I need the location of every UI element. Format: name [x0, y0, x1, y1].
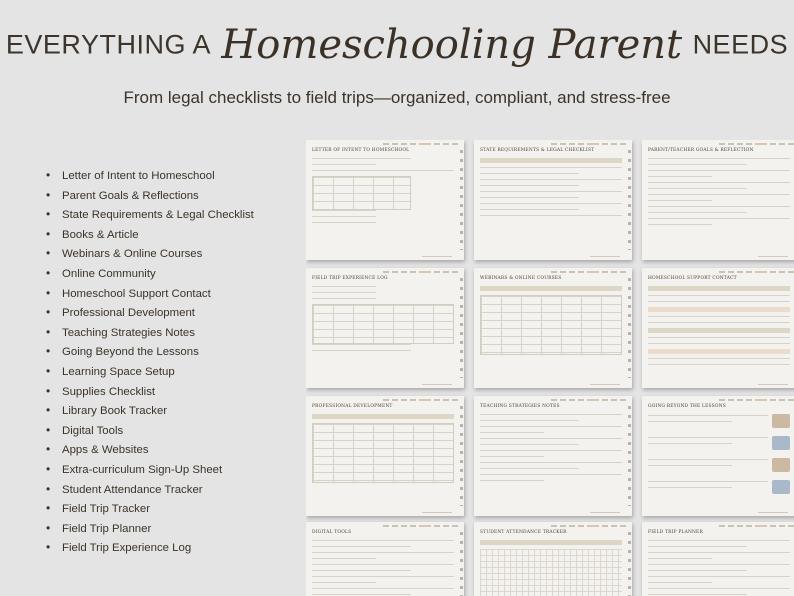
feature-item: • Library Book Tracker	[46, 401, 254, 421]
photo-thumbnail	[772, 414, 790, 428]
ruled-line	[312, 558, 376, 559]
page-preview-title: WEBINARS & ONLINE COURSES	[480, 276, 562, 281]
ruled-line	[312, 286, 376, 287]
ruled-line	[648, 301, 790, 302]
feature-item: • Webinars & Online Courses	[46, 244, 254, 264]
page-footer	[590, 512, 620, 513]
ruled-line	[312, 170, 454, 171]
headline-prefix: EVERYTHING A	[5, 29, 211, 60]
planner-page-preview	[306, 522, 464, 596]
page-tabs	[383, 525, 458, 527]
preview-grid	[306, 140, 794, 596]
ruled-line	[480, 438, 622, 439]
feature-item: • Parent Goals & Reflections	[46, 186, 254, 206]
ruled-line	[648, 588, 790, 589]
ruled-line	[648, 316, 790, 317]
planner-page-preview	[306, 140, 464, 260]
ruled-line	[480, 426, 622, 427]
planner-page-preview	[474, 140, 632, 260]
month-sidebar	[460, 278, 463, 378]
planner-page-preview	[642, 140, 794, 260]
ruled-line	[312, 540, 454, 541]
photo-thumbnail	[772, 480, 790, 494]
ruled-line	[648, 164, 747, 165]
ruled-line	[648, 224, 712, 225]
ruled-line	[648, 552, 790, 553]
ruled-line	[312, 570, 411, 571]
feature-list	[46, 166, 254, 558]
ruled-line	[648, 459, 768, 460]
mini-table	[312, 304, 454, 344]
ruled-line	[480, 480, 544, 481]
feature-item: • Homeschool Support Contact	[46, 284, 254, 304]
planner-page-preview	[642, 268, 794, 388]
page-preview-body	[648, 540, 790, 596]
page-preview-title: LETTER OF INTENT TO HOMESCHOOL	[312, 148, 410, 153]
page-preview-body	[480, 286, 622, 380]
page-preview-title: PARENT/TEACHER GOALS & REFLECTION	[648, 148, 754, 153]
feature-item: • Field Trip Tracker	[46, 499, 254, 519]
ruled-line	[480, 462, 622, 463]
page-preview-body	[480, 414, 622, 508]
header-band	[648, 307, 790, 312]
feature-item: • Extra-curriculum Sign-Up Sheet	[46, 460, 254, 480]
page-preview-body	[648, 158, 790, 252]
ruled-line	[648, 176, 712, 177]
ruled-line	[648, 576, 790, 577]
page-tabs	[551, 271, 626, 273]
thumb-row	[648, 480, 790, 494]
header-band	[648, 286, 790, 291]
ruled-line	[648, 170, 790, 171]
ruled-line	[312, 344, 411, 345]
ruled-line	[648, 415, 768, 416]
page-footer	[422, 384, 452, 385]
mini-table	[480, 295, 622, 355]
feature-item: • Letter of Intent to Homeschool	[46, 166, 254, 186]
thumb-row	[648, 436, 790, 450]
ruled-line	[648, 487, 732, 488]
ruled-line	[648, 218, 790, 219]
header-band	[480, 158, 622, 163]
ruled-line	[480, 185, 579, 186]
month-sidebar	[460, 150, 463, 250]
ruled-line	[648, 337, 790, 338]
ruled-line	[312, 158, 411, 159]
month-sidebar	[460, 406, 463, 506]
ruled-line	[312, 546, 411, 547]
planner-page-preview	[306, 396, 464, 516]
planner-page-preview	[306, 268, 464, 388]
ruled-line	[480, 474, 622, 475]
page-preview-title: TEACHING STRATEGIES NOTES	[480, 404, 560, 409]
month-sidebar	[460, 532, 463, 596]
ruled-line	[648, 212, 747, 213]
page-footer	[590, 384, 620, 385]
ruled-line	[648, 437, 768, 438]
planner-page-preview	[642, 522, 794, 596]
page-preview-title: HOMESCHOOL SUPPORT CONTACT	[648, 276, 737, 281]
feature-item: • Teaching Strategies Notes	[46, 323, 254, 343]
ruled-line	[648, 481, 768, 482]
feature-item: • Field Trip Planner	[46, 519, 254, 539]
mini-table	[312, 176, 411, 210]
ruled-line	[312, 222, 376, 223]
page-subtitle: From legal checklists to field trips—organized, compliant, and stress-free	[123, 88, 671, 107]
page-tabs	[551, 399, 626, 401]
feature-item: • Learning Space Setup	[46, 362, 254, 382]
page-tabs	[719, 525, 794, 527]
page-preview-title: GOING BEYOND THE LESSONS	[648, 404, 726, 409]
photo-thumbnail	[772, 436, 790, 450]
feature-item: • Supplies Checklist	[46, 382, 254, 402]
ruled-line	[648, 582, 712, 583]
page-tabs	[719, 399, 794, 401]
thumb-row	[648, 458, 790, 472]
ruled-line	[480, 420, 579, 421]
month-sidebar	[628, 406, 631, 506]
month-sidebar	[628, 532, 631, 596]
page-footer	[422, 256, 452, 257]
planner-page-preview	[474, 522, 632, 596]
ruled-line	[648, 343, 790, 344]
feature-item: • State Requirements & Legal Checklist	[46, 205, 254, 225]
page-footer	[758, 384, 788, 385]
header-band	[312, 414, 454, 419]
planner-page-preview	[474, 268, 632, 388]
ruled-line	[648, 188, 747, 189]
ruled-line	[312, 350, 411, 351]
attendance-grid	[480, 549, 622, 596]
page-tabs	[383, 399, 458, 401]
ruled-line	[480, 450, 622, 451]
ruled-line	[480, 215, 622, 216]
ruled-line	[648, 540, 790, 541]
page-preview-body	[312, 414, 454, 508]
page-preview-body	[312, 540, 454, 596]
headline-script: Homeschooling Parent	[221, 22, 683, 68]
ruled-line	[312, 216, 376, 217]
feature-item: • Field Trip Experience Log	[46, 538, 254, 558]
feature-item: • Going Beyond the Lessons	[46, 342, 254, 362]
ruled-line	[312, 564, 454, 565]
ruled-line	[480, 197, 579, 198]
month-sidebar	[628, 150, 631, 250]
ruled-line	[648, 443, 732, 444]
page-footer	[758, 512, 788, 513]
ruled-line	[312, 582, 376, 583]
header-band	[480, 286, 622, 291]
ruled-line	[480, 191, 622, 192]
ruled-line	[648, 295, 790, 296]
page-preview-body	[312, 286, 454, 380]
thumb-row	[648, 414, 790, 428]
ruled-line	[648, 158, 790, 159]
page-preview-body	[480, 540, 622, 596]
page-preview-body	[648, 286, 790, 380]
ruled-line	[480, 468, 579, 469]
mini-table	[312, 423, 454, 483]
ruled-line	[648, 546, 747, 547]
ruled-line	[480, 432, 544, 433]
ruled-line	[480, 173, 579, 174]
month-sidebar	[628, 278, 631, 378]
planner-page-preview	[642, 396, 794, 516]
ruled-line	[312, 576, 454, 577]
ruled-line	[648, 182, 790, 183]
ruled-line	[648, 421, 732, 422]
page-preview-title: FIELD TRIP EXPERIENCE LOG	[312, 276, 388, 281]
ruled-line	[480, 414, 622, 415]
ruled-line	[312, 210, 376, 211]
feature-item: • Apps & Websites	[46, 440, 254, 460]
ruled-line	[648, 465, 732, 466]
ruled-line	[312, 298, 376, 299]
ruled-line	[648, 594, 747, 595]
ruled-line	[312, 164, 376, 165]
ruled-line	[480, 209, 579, 210]
feature-item: • Books & Article	[46, 225, 254, 245]
ruled-line	[480, 203, 622, 204]
ruled-line	[480, 167, 622, 168]
header-band	[648, 349, 790, 354]
ruled-line	[480, 179, 622, 180]
feature-item: • Digital Tools	[46, 421, 254, 441]
header-band	[648, 328, 790, 333]
page-preview-title: FIELD TRIP PLANNER	[648, 530, 703, 535]
page-preview-body	[312, 158, 454, 252]
ruled-line	[648, 564, 790, 565]
ruled-line	[312, 588, 454, 589]
page-tabs	[383, 143, 458, 145]
feature-item: • Professional Development	[46, 303, 254, 323]
page-tabs	[719, 271, 794, 273]
ruled-line	[480, 444, 579, 445]
feature-item: • Online Community	[46, 264, 254, 284]
ruled-line	[648, 194, 790, 195]
ruled-line	[312, 292, 376, 293]
page-tabs	[551, 525, 626, 527]
page-preview-body	[648, 414, 790, 508]
page-footer	[758, 256, 788, 257]
headline-suffix: NEEDS	[692, 29, 789, 60]
feature-item: • Student Attendance Tracker	[46, 480, 254, 500]
ruled-line	[648, 322, 790, 323]
page-tabs	[551, 143, 626, 145]
ruled-line	[648, 358, 790, 359]
photo-thumbnail	[772, 458, 790, 472]
page-tabs	[383, 271, 458, 273]
page-preview-title: DIGITAL TOOLS	[312, 530, 352, 535]
ruled-line	[648, 364, 790, 365]
page-footer	[422, 512, 452, 513]
ruled-line	[648, 200, 712, 201]
page-preview-title: STATE REQUIREMENTS & LEGAL CHECKLIST	[480, 148, 595, 153]
planner-page-preview	[474, 396, 632, 516]
header-band	[480, 540, 622, 545]
page-preview-body	[480, 158, 622, 252]
ruled-line	[312, 552, 454, 553]
page-footer	[590, 256, 620, 257]
ruled-line	[312, 594, 411, 595]
ruled-line	[648, 570, 747, 571]
ruled-line	[480, 456, 544, 457]
page-preview-title: PROFESSIONAL DEVELOPMENT	[312, 404, 393, 409]
page-headline	[0, 22, 794, 68]
page-preview-title: STUDENT ATTENDANCE TRACKER	[480, 530, 567, 535]
page-tabs	[719, 143, 794, 145]
ruled-line	[648, 206, 790, 207]
ruled-line	[648, 558, 712, 559]
